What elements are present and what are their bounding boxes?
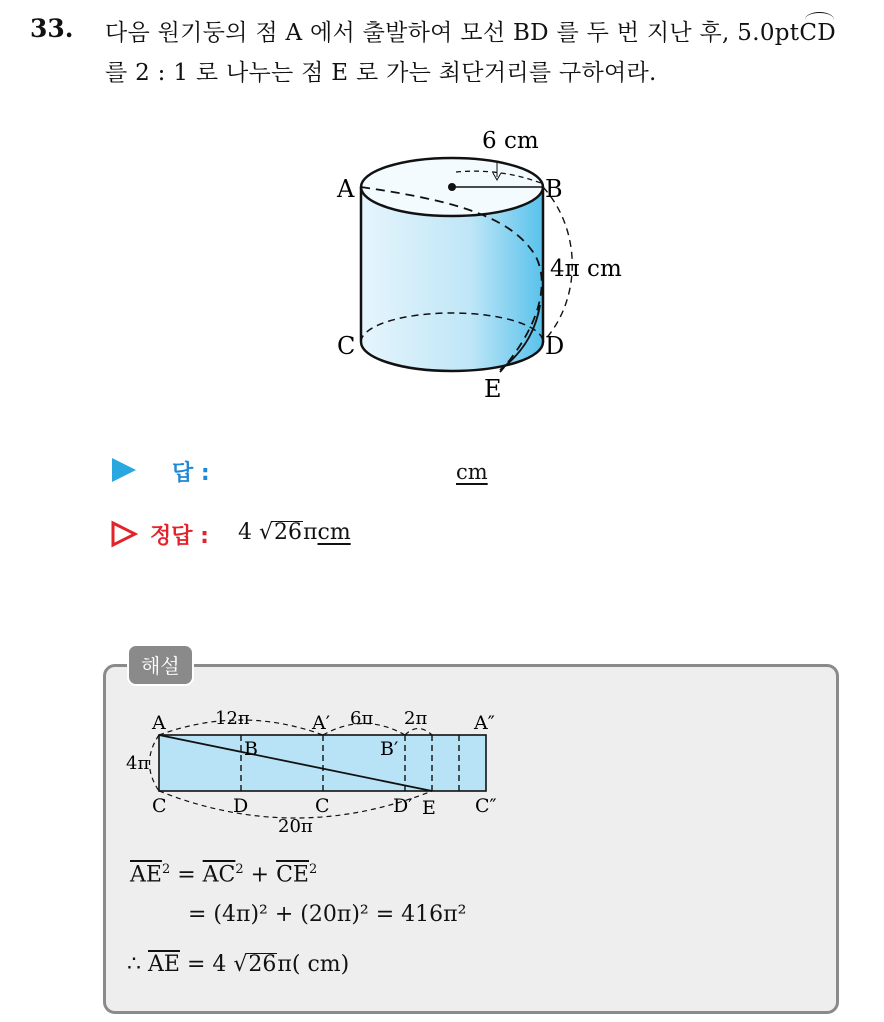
diag-C2: C [315,795,330,817]
therefore-symbol: ∴ [127,952,141,977]
height-label: 4π cm [550,256,622,282]
diag-A-double-prime: A″ [474,712,495,734]
diag-C: C [152,795,167,817]
label-D: D [545,332,565,360]
correct-play-outline-icon [110,520,138,548]
diag-E: E [422,797,436,819]
correct-radicand: 26 [274,520,303,545]
eq3-radicand: 26 [248,952,277,977]
diag-B-prime: B′ [380,738,399,760]
diag-A: A [152,712,166,734]
equation-line-3 [127,952,349,977]
question-line-1-text: 다음 원기둥의 점 A 에서 출발하여 모선 BD 를 두 번 지난 후, 5.0pt [105,20,800,46]
equation-line-1: $\overline{AE}^2 = \overline{AC}^2 + \overline{CE}^2$ [130,862,318,888]
eq1-lhs: $\overline{AE}$ [130,862,162,888]
eq1-term1: $\overline{AC}$ [202,862,236,888]
correct-pi: π [303,520,318,545]
question-line-2: 를 2 : 1 로 나누는 점 E 로 가는 최단거리를 구하여라. [105,60,657,86]
diag-D: D [233,795,249,817]
diag-B: B [244,738,258,760]
answer-play-icon [112,458,136,482]
seg-2pi: 2π [404,708,428,729]
correct-label: 정답 : [150,524,209,549]
unrolled-diagram [110,700,530,845]
explanation-tab: 해설 [127,644,194,686]
equation-line-2: = (4π)² + (20π)² = 416π² [188,902,467,927]
label-E: E [484,375,502,403]
correct-unit: cm [317,520,351,545]
bottom-20pi: 20π [278,816,313,837]
seg-6pi: 6π [350,708,374,729]
diag-C-double-prime: C″ [475,795,497,817]
unrolled-rect [159,735,486,791]
side-4pi: 4π [126,753,150,774]
eq3-coef: = 4 [186,952,227,977]
eq3-tail: π( cm) [277,952,350,977]
diag-D-prime: D′ [393,795,413,817]
eq1-term2: $\overline{CE}$ [276,862,309,888]
cylinder-figure [320,118,660,408]
correct-coef: 4 [238,520,252,545]
radius-label: 6 cm [482,128,539,154]
arc-cd-label: CD [799,20,836,46]
question-number: 33. [30,14,74,43]
answer-unit: cm [456,460,488,484]
label-C: C [337,332,356,360]
eq3-seg: $\overline{AE}$ [148,952,180,977]
answer-label: 답 : [172,461,210,486]
seg-12pi: 12π [215,708,250,729]
correct-value [238,520,351,545]
label-A: A [337,175,355,203]
label-B: B [545,175,563,203]
diag-A-prime: A′ [312,712,331,734]
question-line-1 [105,14,836,47]
eq3-sqrt-sign: √ [233,952,248,977]
sqrt-sign: √ [259,520,274,545]
